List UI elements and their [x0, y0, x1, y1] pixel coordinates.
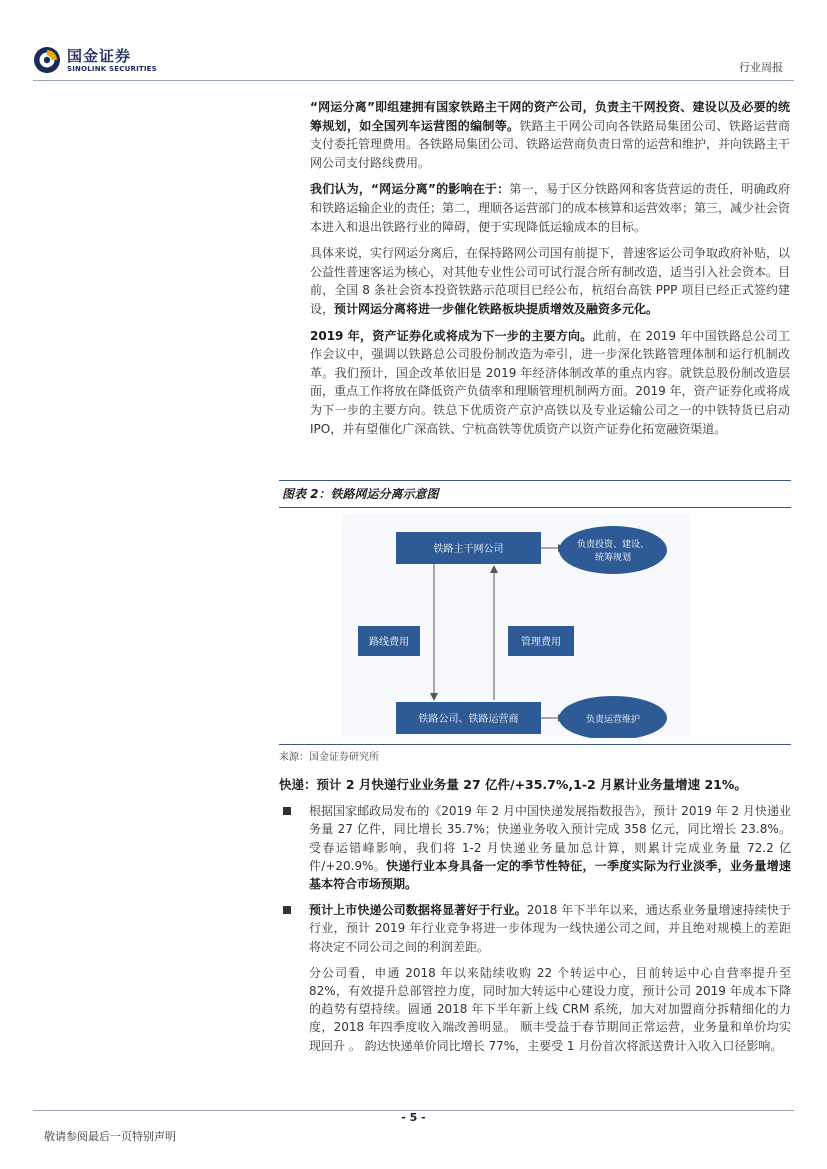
bullet-text: 根据国家邮政局发布的《2019 年 2 月中国快递发展指数报告》，预计 2019 年 2 月快递业务量 27 亿件，同比增长 35.7%；快递业务收入预计完成 358 亿元，同比增长 23.8%。受春运错峰影响，我们将 1-2 月快递业务量加总计算，则累计完成业务量 72.2 亿件/+20.9%。: [309, 804, 791, 873]
express-company-detail: 分公司看，申通 2018 年以来陆续收购 22 个转运中心，目前转运中心自营率提升至 82%，有效提升总部管控力度，同时加大转运中心建设力度，预计公司 2019 年成本下降的趋势有望持续。圆通 2018 年下半年新上线 CRM 系统，加大对加盟商分拆精细化的力度，2018 年四季度收入端改善明显。 顺丰受益于春节期间正常运营，业务量和单价均实现回升 。 韵达快递单价同比增长 77%，主要受 1 月份首次将派送费计入收入口径影响。: [309, 965, 791, 1053]
page-header: [0, 0, 827, 85]
bullet-square-icon: [283, 906, 291, 914]
figure-block: [279, 480, 791, 763]
paragraph-text: 此前，在 2019 年中国铁路总公司工作会议中，强调以铁路总公司股份制改造为牵引，进一步深化铁路管理体制和运行机制改革。我们预计，国企改革依旧是 2019 年经济体制改革的重点内容。就铁总股份制改造层面，重点工作将放在降低资产负债率和理顺管理机制两方面。2019 年，资产证券化或将成为下一步的主要方向。铁总下优质资产京沪高铁以及专业运输公司之一的中铁特货已启动 IPO，并有望催化广深高铁、宁杭高铁等优质资产以资产证券化拓宽融资渠道。: [310, 328, 791, 436]
logo-chinese-name: 国金证券: [67, 47, 132, 65]
paragraph-text: 第一，易于区分铁路网和客货营运的责任，明确政府和铁路运输企业的责任；第二，理顺各运营部门的成本核算和运营效率；第三，减少社会资本进入和退出铁路行业的障碍，便于实现降低运输成本的目标。: [310, 182, 791, 234]
sinolink-logo-icon: [33, 46, 61, 74]
bullet-text: 2018 年下半年以来，通达系业务量增速持续快于行业，预计 2019 年行业竞争将进一步体现为一线快递公司之间，并且绝对规模上的差距将决定不同公司之间的利润差距。: [309, 903, 791, 954]
investment-planning-label-line1: 负责投资、建设、: [576, 540, 650, 550]
paragraph-network-separation: [310, 98, 790, 172]
express-section: [279, 776, 791, 1055]
figure-title: 图表 2：铁路网运分离示意图: [279, 480, 791, 508]
figure-source: 来源：国金证券研究所: [279, 752, 379, 763]
bullet-bold: 快递行业本身具备一定的季节性特征，一季度实际为行业淡季，业务量增速基本符合市场预期。: [309, 858, 791, 892]
paragraph-bold: “网运分离”即组建拥有国家铁路主干网的资产公司，负责主干网投资、建设以及必要的统筹规划，如全国列车运营图的编制等。: [310, 100, 790, 133]
investment-planning-label-line2: 统筹规划: [594, 553, 632, 563]
main-body-text: [310, 98, 790, 446]
bullet-square-icon: [283, 807, 291, 815]
page-number: - 5 -: [401, 1111, 426, 1124]
route-fee-label: 路线费用: [369, 637, 409, 648]
investment-planning-ellipse: [559, 526, 667, 574]
paragraph-bold: 我们认为，“网运分离”的影响在于：: [310, 182, 510, 197]
paragraph-impact: [310, 180, 790, 236]
header-divider: [33, 80, 794, 81]
management-fee-label: 管理费用: [521, 637, 561, 648]
paragraph-bold: 预计网运分离将进一步催化铁路板块提质增效及融资多元化。: [334, 301, 659, 316]
network-separation-diagram: [279, 512, 791, 738]
paragraph-implementation: [310, 244, 790, 318]
diagram-canvas: [279, 512, 791, 738]
paragraph-text: 具体来说，实行网运分离后，在保持路网公司国有前提下，普速客运公司争取政府补贴，以公益性普速客运为核心，对其他专业性公司可试行混合所有制改造，适当引入社会资本。目前，全国 8 条社会资本投资铁路示范项目已经公布，杭绍台高铁 PPP 项目已经正式签约建设，: [310, 246, 791, 316]
express-bullet-1: [279, 802, 791, 893]
figure-bottom-rule: [279, 744, 791, 745]
express-headline: 快递：预计 2 月快递行业业务量 27 亿件/+35.7%,1-2 月累计业务量增速 21%。: [279, 777, 747, 792]
bullet-bold: 预计上市快递公司数据将显著好于行业。: [309, 903, 527, 918]
operation-maintenance-label: 负责运营维护: [585, 715, 641, 725]
document-type-label: 行业周报: [739, 61, 783, 74]
disclaimer-note: 敬请参阅最后一页特别声明: [44, 1130, 176, 1143]
main-network-company-label: 铁路主干网公司: [433, 544, 504, 555]
express-bullet-2: [279, 901, 791, 956]
paragraph-text: 铁路主干网公司向各铁路局集团公司、铁路运营商支付委托管理费用。各铁路局集团公司、铁路运营商负责日常的运营和维护，并向铁路主干网公司支付路线费用。: [310, 118, 791, 170]
company-logo: [33, 44, 163, 80]
paragraph-bold: 2019 年，资产证券化或将成为下一步的主要方向。: [310, 328, 593, 343]
railway-operators-label: 铁路公司、铁路运营商: [418, 714, 519, 725]
paragraph-securitization: [310, 327, 790, 439]
logo-english-name: SINOLINK SECURITIES: [67, 65, 157, 73]
